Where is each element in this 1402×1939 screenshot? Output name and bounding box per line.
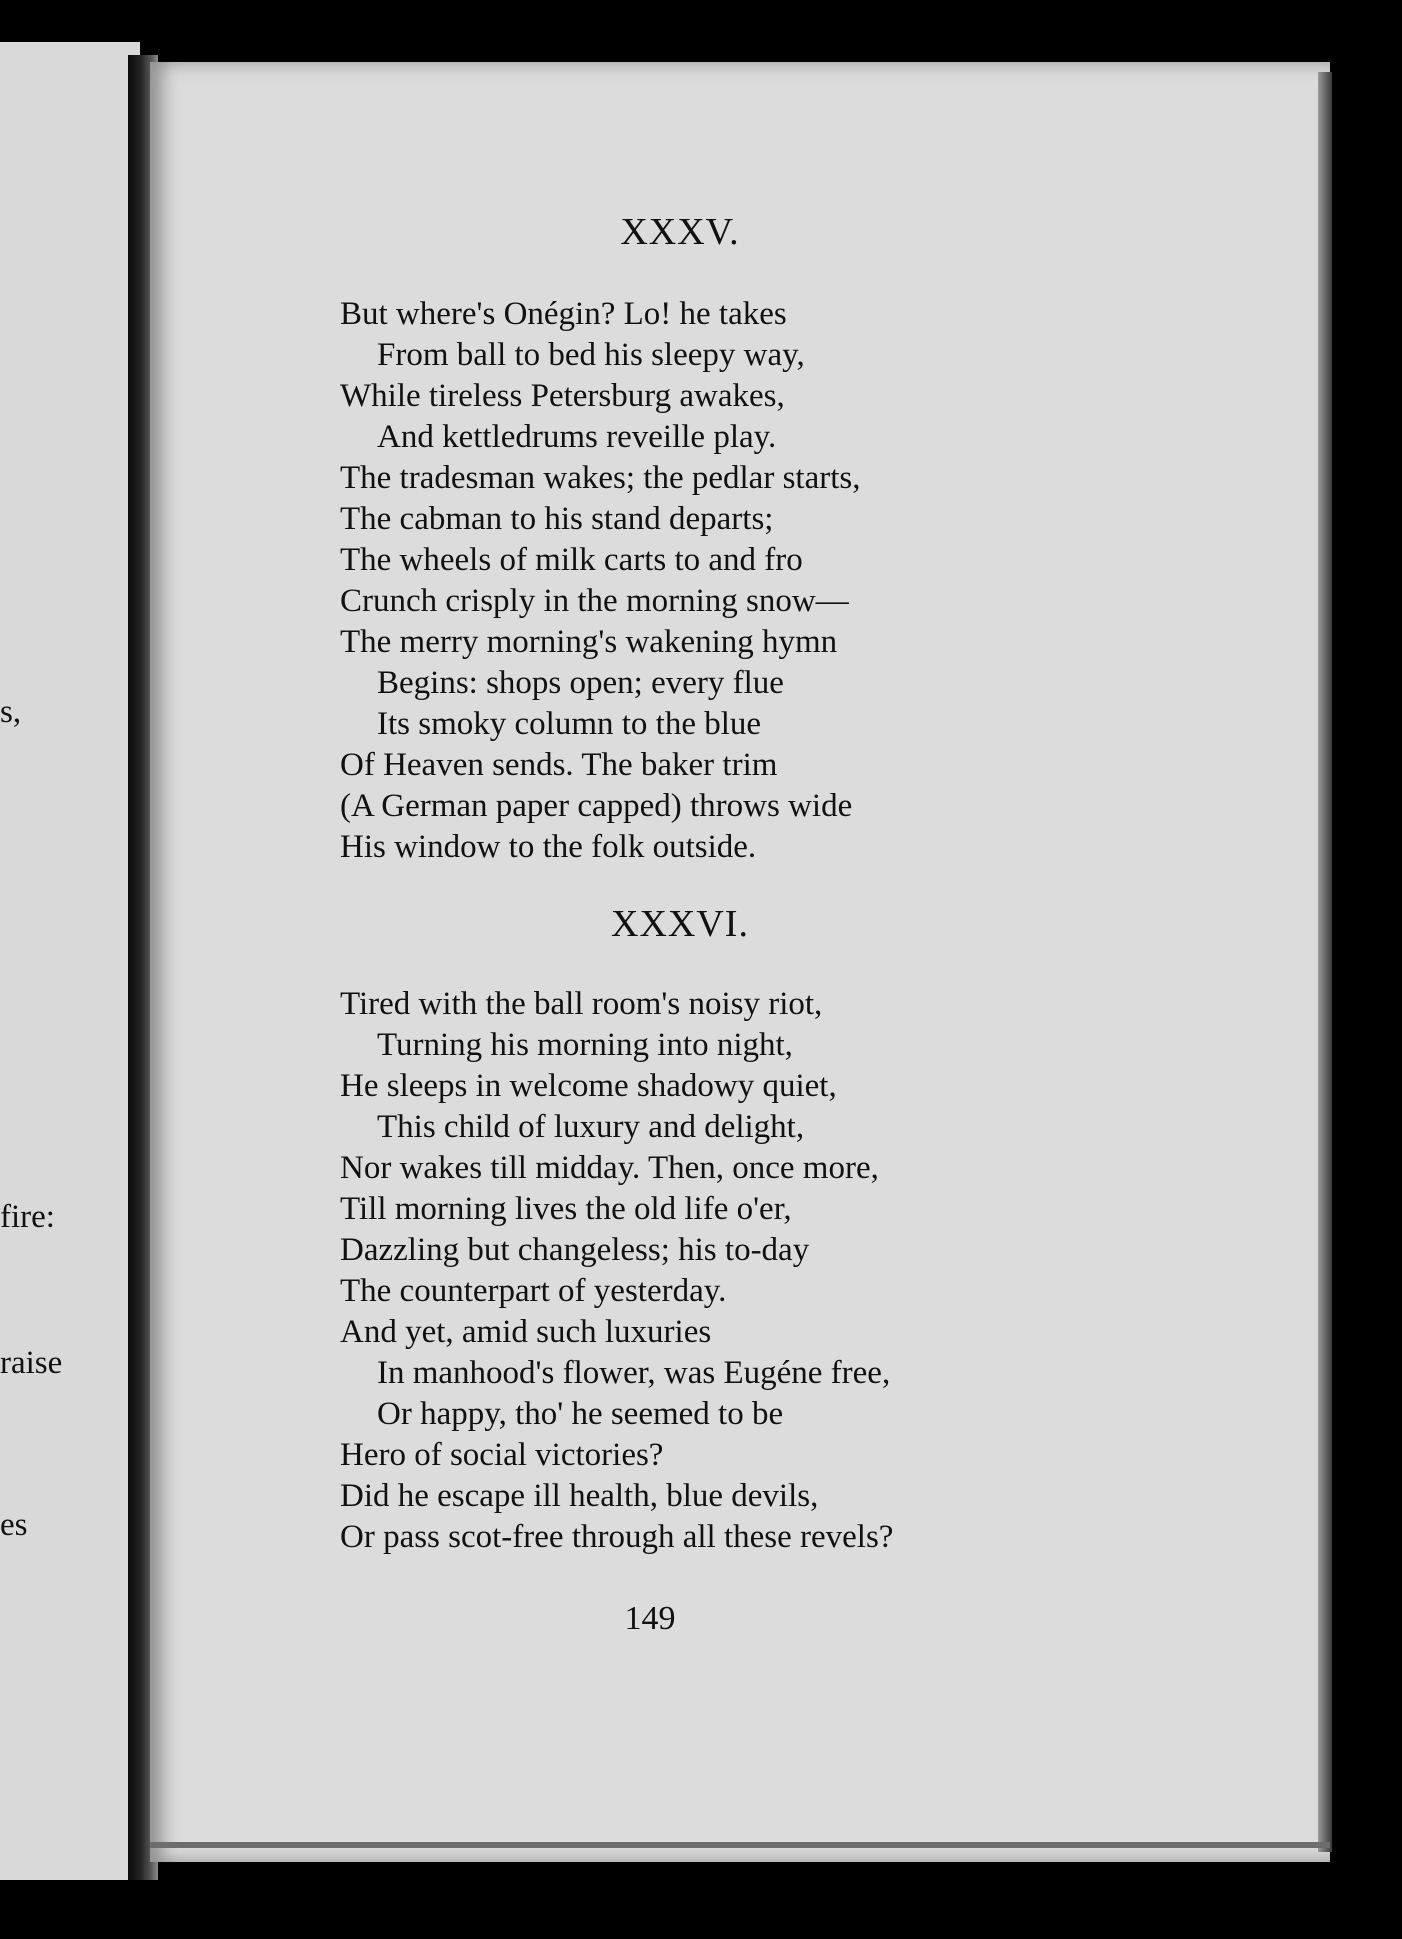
verse-line: While tireless Petersburg awakes, [340,378,785,414]
verse-line: Begins: shops open; every flue [377,665,784,701]
verse-line: Its smoky column to the blue [377,706,762,742]
verse-line: Of Heaven sends. The baker trim [340,747,778,783]
left-page-fragment: es [0,1507,28,1543]
verse-line: Or pass scot-free through all these revels? [340,1519,894,1555]
page-edge [1318,72,1332,1852]
verse-line: His window to the folk outside. [340,829,757,865]
verse-line: The cabman to his stand departs; [340,501,774,537]
verse-line: Dazzling but changeless; his to-day [340,1232,810,1268]
page-number: 149 [624,1600,676,1637]
verse-line: The merry morning's wakening hymn [340,624,838,660]
verse-line: Hero of social victories? [340,1437,664,1473]
stanza-xxxv [340,294,860,868]
left-page-fragment: raise [0,1345,63,1381]
verse-line: And yet, amid such luxuries [340,1314,712,1350]
verse-line: From ball to bed his sleepy way, [377,337,805,373]
left-page [0,42,140,1880]
verse-line: Did he escape ill health, blue devils, [340,1478,819,1514]
verse-line: The tradesman wakes; the pedlar starts, [340,460,861,496]
stanza-heading: XXXV. [620,211,740,253]
verse-line: This child of luxury and delight, [377,1109,805,1145]
verse-line: Tired with the ball room's noisy riot, [340,986,823,1022]
verse-line: Crunch crisply in the morning snow— [340,583,849,619]
stanza-xxxvi [340,984,893,1558]
left-page-fragment: s, [0,694,22,730]
verse-line: Turning his morning into night, [377,1027,793,1063]
verse-line: (A German paper capped) throws wide [340,788,853,824]
verse-line: But where's Onégin? Lo! he takes [340,296,787,332]
verse-line: Nor wakes till midday. Then, once more, [340,1150,879,1186]
verse-line: The counterpart of yesterday. [340,1273,727,1309]
verse-line: Or happy, tho' he seemed to be [377,1396,784,1432]
stanza-heading: XXXVI. [611,903,749,945]
verse-line: Till morning lives the old life o'er, [340,1191,792,1227]
left-page-fragment: fire: [0,1199,55,1235]
page-bottom-edge [150,1842,1330,1848]
verse-line: The wheels of milk carts to and fro [340,542,803,578]
verse-line: In manhood's flower, was Eugéne free, [377,1355,891,1391]
verse-line: And kettledrums reveille play. [377,419,777,455]
verse-line: He sleeps in welcome shadowy quiet, [340,1068,837,1104]
